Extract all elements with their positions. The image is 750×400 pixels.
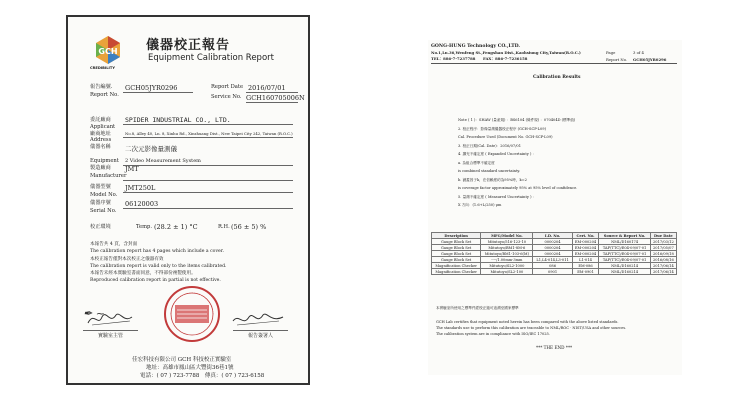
left-signature: ✒ ~ (83, 307, 105, 320)
manufacturer: JMT (125, 165, 139, 173)
table-cell: NML/D160214 (599, 269, 650, 275)
model-label-en: Model No. (90, 192, 118, 198)
table-cell: 2017/05/07 (650, 245, 676, 251)
footer-company: 佳宏科技有限公司 GCH 科技校正實驗室 (132, 357, 232, 363)
condition-label-cn: 校正環境 (90, 224, 111, 230)
table-cell: Mitutoyo/516-123-10 (481, 239, 533, 245)
table-header: MFG/Model No. (481, 233, 533, 239)
equipment-label-cn: 儀器名稱 (90, 144, 111, 150)
serial-label-en: Serial No. (90, 208, 117, 214)
results-note-line: 2. 校正程序：影像量測儀器校正程序 (GCH-SCP-L09) (458, 126, 546, 131)
results-heading: Calibration Results (533, 75, 581, 80)
table-header: I.D. No. (533, 233, 572, 239)
table-cell: Mitutoyo/BM1-8M-6 (481, 245, 533, 251)
gch-logo-icon (93, 35, 123, 65)
note-en-3: The calibration system are in compliance with ISO/IEC 17025. (436, 332, 550, 336)
results-notes (458, 116, 577, 210)
table-cell: EM-000204 (572, 251, 599, 257)
serial-label-cn: 儀器序號 (90, 200, 111, 206)
applicant-label-cn: 委託廠商 (90, 117, 111, 123)
table-cell: EM-000204 (572, 245, 599, 251)
table-cell: 0901 (533, 269, 572, 275)
table-cell: 2017/03/12 (650, 239, 676, 245)
table-cell: EM-000204 (572, 239, 599, 245)
signer-right: 報告簽署人 (248, 333, 274, 339)
table-cell: 0000204 (533, 251, 572, 257)
table-header: Cert. No. (572, 233, 599, 239)
table-cell: Mitutoyo/SL2-100 (481, 269, 533, 275)
table-cell: ----/1.00mm-3mm (481, 257, 533, 263)
table-cell: EM-086 (572, 263, 599, 269)
address-label-en: Address (90, 137, 112, 143)
standards-table (431, 232, 677, 275)
table-cell: TAF(TTC)/E04-09/07-01 (599, 245, 650, 251)
rh-label: R.H. (218, 224, 230, 230)
valid-cn: 本校正報告僅對本次校正之儀器有效 (90, 257, 164, 262)
serial: 06120003 (125, 200, 159, 208)
footer-phone: 電話：( 07 ) 723-7788 傳真：( 07 ) 723-6158 (140, 373, 265, 379)
results-company: GONG-HUNG Technology CO.,LTD. (431, 44, 521, 49)
report-no-label-en: Report No. (90, 92, 119, 98)
temp-value: (28.2 ± 1) °C (154, 223, 198, 231)
left-signature-icon (86, 309, 136, 329)
table-cell: 0000204 (533, 245, 572, 251)
pages-en: The calibration report has 4 pages which include a cover. (90, 249, 224, 254)
calibration-results-page (428, 40, 682, 375)
table-cell: L1-014 (572, 257, 599, 263)
rh-value: (56 ± 5) % (231, 223, 267, 231)
results-note-line: 3. 校正日期(Cal. Date)：2016/07/01 (458, 143, 521, 148)
table-cell: TAF(TTC)/E04-09/07-01 (599, 257, 650, 263)
table-header: Due Date (650, 233, 676, 239)
equipment-name-cn: 二次元影像量測儀 (125, 145, 177, 153)
table-cell: 2017/06/14 (650, 269, 676, 275)
results-note-line: is combined standard uncertainty. (458, 169, 521, 173)
logo-caption: CREDIBILITY (90, 66, 115, 70)
table-cell: 2016/08/16 (650, 257, 676, 263)
results-note-line: Note ( 1 )：SHAW (量產規) ：BS6104 (條件規) ：070404D (標準值) (458, 118, 576, 122)
table-cell: 2016/09/18 (650, 251, 676, 257)
results-note-line: 4. 擴充不確定度 ( Expanded Uncertainty ) ： (458, 152, 537, 156)
results-note-line: Cal. Procedure Used (Document No. GCH-SCP-L09) (458, 135, 553, 139)
footer-address: 地址：高雄市鳳山區大豐街36巷1號 (146, 365, 234, 371)
results-tel: TEL：886-7-7237788 (431, 56, 476, 61)
table-cell: NML/D160174 (599, 239, 650, 245)
manufacturer-label-en: Manufacturer (90, 173, 127, 179)
end-marker: *** THE END *** (536, 345, 573, 350)
title-cn: 儀器校正報告 (146, 38, 231, 53)
temp-label: Temp. (136, 224, 153, 230)
official-seal-icon (163, 285, 221, 343)
logo-letters: GCH (98, 47, 118, 56)
table-cell: Magnification Checker (432, 269, 481, 275)
service-no: GCH160705006N (246, 94, 305, 102)
table-cell: Magnification Checker (432, 263, 481, 269)
results-address: No.1,Ln.36,Wenfeng St.,Fengshan Dist.,Kaohsiung City,Taiwan(R.O.C.) (431, 50, 581, 55)
right-signature-icon (231, 309, 286, 329)
note-cn: 本實驗室所使用之標準件經校正過可追溯至國家標準 (436, 306, 519, 310)
title-en: Equipment Calibration Report (148, 53, 274, 63)
model: JMT250L (125, 184, 156, 192)
table-cell: EM-0901 (572, 269, 599, 275)
results-note-line: is coverage factor approximately 95% at 95% level of confidence. (458, 186, 578, 190)
applicant: SPIDER INDUSTRIAL CO., LTD. (125, 116, 231, 124)
results-page: 3 of 4 (633, 50, 644, 55)
table-cell: 0000204 (533, 239, 572, 245)
calibration-report-cover (66, 15, 310, 385)
table-row (432, 269, 677, 275)
report-no: GCH05JYR0296 (125, 84, 178, 92)
report-date-label: Report Date (211, 84, 244, 90)
applicant-label-en: Applicant (90, 124, 116, 130)
results-page-label: Page (606, 50, 616, 55)
model-label-cn: 儀器型號 (90, 184, 111, 190)
table-cell: NML/D160214 (599, 263, 650, 269)
address-label-cn: 廠商地址 (90, 131, 111, 137)
report-date: 2016/07/01 (248, 84, 286, 92)
results-report-no: GCH05JYR0296 (633, 57, 667, 62)
manufacturer-label-cn: 製造廠商 (90, 165, 111, 171)
repro-en: Reproduced calibration report in partial is not effective. (90, 278, 221, 283)
results-note-line: 5. 量測不確定度 ( Measured Uncertainty ) ： (458, 194, 537, 199)
note-en-1: GCH Lab certifies that equipment noted herein has been compared with the above listed standards. (436, 320, 619, 324)
pages-cn: 本報告共 4 頁，含封面 (90, 242, 138, 247)
table-cell: Gauge Block Set (432, 251, 481, 257)
address: No.8, Alley 40, Ln. 8, Xinhu Rd., Xinzhuang Dist., New Taipei City 242, Taiwan (R.O.C.) (125, 131, 293, 136)
table-cell: 086 (533, 263, 572, 269)
note-en-2: The standards use to perform this calibration are traceable to NML/ROC · NIST/USA and other sources. (436, 326, 627, 330)
results-note-line: X 方向：(1.6+L/250) μm (458, 203, 502, 207)
table-cell: Gauge Block Set (432, 257, 481, 263)
results-note-line: b. 涵蓋因子k，在信賴度約為95%時，k=2 (458, 177, 527, 182)
valid-en: The calibration report is valid only to the items calibrated. (90, 264, 227, 269)
repro-cn: 本報告未經本實驗室書面同意，不得部份複製使用。 (90, 271, 196, 276)
results-fax: FAX：886-7-7236158 (483, 56, 528, 61)
equipment-label-en: Equipment (90, 158, 119, 164)
table-header: Description (432, 233, 481, 239)
table-cell: TAF(TTC)/E04-09/07-01 (599, 251, 650, 257)
table-cell: Mitutoyo/SL2-1000 (481, 263, 533, 269)
table-header: Source & Report No. (599, 233, 650, 239)
table-cell: L1,L4-014,L3-011 (533, 257, 572, 263)
table-cell: Gauge Block Set (432, 245, 481, 251)
results-note-line: a. 為組合標準不確定度 (458, 160, 495, 165)
table-cell: Gauge Block Set (432, 239, 481, 245)
service-no-label: Service No. (211, 94, 242, 100)
table-cell: Mitutoyo/BM1-103-6(M) (481, 251, 533, 257)
results-report-no-label: Report No. (606, 57, 628, 62)
signer-left: 實驗室主管 (98, 333, 124, 339)
equipment-name-en: 2 Video Measurement System (125, 158, 201, 164)
table-cell: 2017/06/14 (650, 263, 676, 269)
report-no-label-cn: 報告編號. (90, 84, 113, 90)
